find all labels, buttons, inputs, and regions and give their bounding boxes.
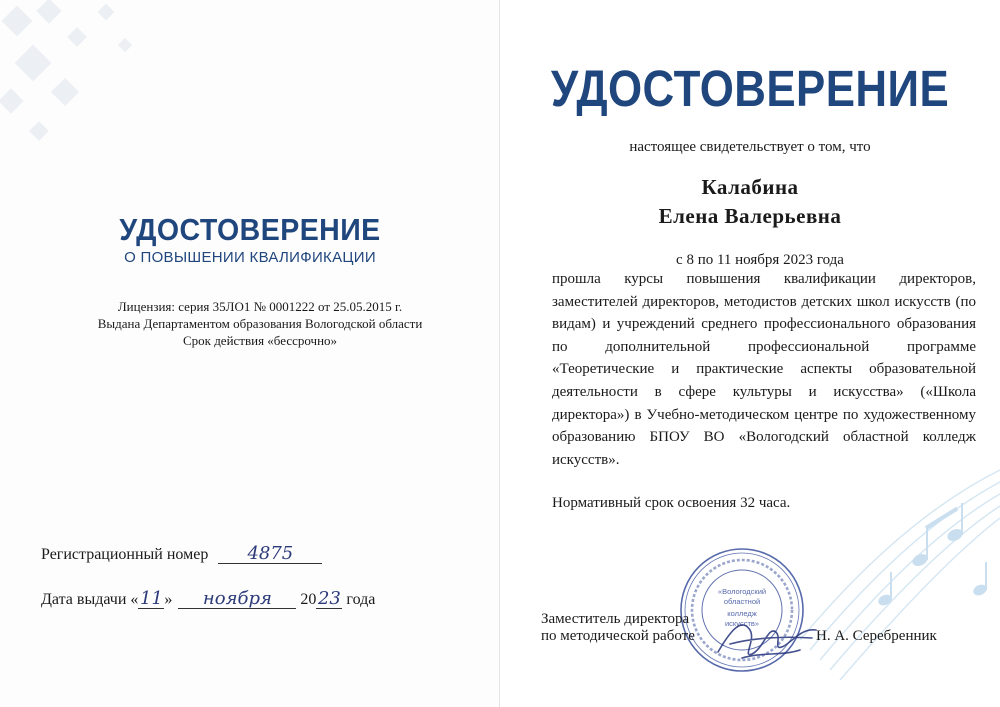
stamp-line-3: колледж — [727, 609, 757, 618]
license-line-2: Выдана Департаментом образования Вологодской области — [97, 316, 423, 331]
holder-surname: Калабина — [701, 175, 799, 199]
issue-date-label: Дата выдачи « — [41, 591, 139, 608]
license-line-1: Лицензия: серия 35ЛО1 № 0001222 от 25.05.2015 г. — [117, 299, 403, 314]
handwritten-signature — [712, 608, 822, 666]
stamp-line-1: «Вологодский — [717, 587, 767, 596]
issue-date-day: 11 — [139, 588, 163, 609]
signer-position-line-1: Заместитель директора — [541, 611, 690, 627]
holder-given-names: Елена Валерьевна — [658, 204, 842, 228]
issue-date-row — [41, 590, 375, 609]
issue-date-year-suffix: 23 — [317, 588, 341, 609]
course-period: с 8 по 11 ноября 2023 года — [676, 252, 844, 268]
course-description: прошла курсы повышения квалификации директоров, заместителей директоров, методистов детских школ искусств (по видам) и учреждений среднего профессионального образования по дополнительной профессиональной программе «Теоретические и практические аспекты образовательной деятельности в сфере культуры и искусства» («Школа директора») в Учебно-методическом центре по художественному образованию БПОУ ВО «Вологодский областной колледж искусств». — [552, 271, 976, 468]
stamp-line-2: областной — [723, 597, 761, 606]
left-title: УДОСТОВЕРЕНИЕ — [119, 212, 381, 247]
registration-label: Регистрационный номер — [41, 546, 209, 563]
course-hours: Нормативный срок освоения 32 часа. — [552, 495, 791, 511]
left-subtitle: О ПОВЫШЕНИИ КВАЛИФИКАЦИИ — [124, 249, 376, 266]
right-page — [500, 0, 1000, 707]
registration-number-value: 4875 — [218, 545, 322, 564]
signer-name: Н. А. Серебренник — [816, 628, 937, 644]
issue-date-year-prefix: 20 — [300, 591, 317, 608]
certifies-line: настоящее свидетельствует о том, что — [629, 139, 871, 155]
issue-date-year-word: года — [346, 591, 376, 608]
license-line-3: Срок действия «бессрочно» — [182, 333, 338, 348]
signer-position-line-2: по методической работе — [541, 628, 695, 644]
registration-number-row — [41, 545, 322, 564]
issue-date-quote-close: » — [164, 591, 173, 608]
stamp-line-4: искусств» — [724, 619, 760, 628]
right-title: УДОСТОВЕРЕНИЕ — [550, 60, 950, 117]
issue-date-month: ноября — [178, 590, 296, 609]
